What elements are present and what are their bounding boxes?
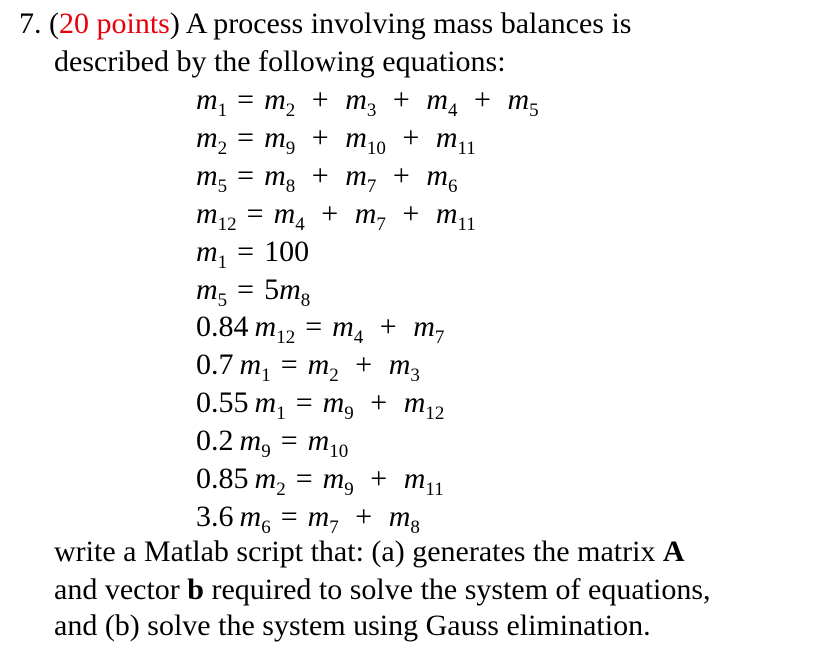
equation-lhs xyxy=(196,347,271,387)
variable-m: $m_5$ xyxy=(196,158,228,197)
variable-m: $m_5$ xyxy=(507,83,539,121)
subscript: 3 xyxy=(366,100,377,121)
equation-lhs xyxy=(196,309,295,349)
equation-rhs xyxy=(323,461,444,501)
subscript: 9 xyxy=(285,137,296,159)
equals-sign: = xyxy=(280,348,298,382)
subscript: 7 xyxy=(434,327,445,349)
number: 3.6 xyxy=(196,499,234,533)
variable-m: $m_2$ xyxy=(254,462,286,500)
points-open-paren: ( xyxy=(49,7,59,40)
variable-m: $m_9$ xyxy=(239,424,271,463)
plus-sign: + xyxy=(347,499,380,533)
vector-symbol: b xyxy=(187,573,204,606)
subscript: 1 xyxy=(261,365,271,387)
equals-sign: = xyxy=(246,196,264,230)
equation-lhs xyxy=(196,234,227,274)
variable-m: $m_9$ xyxy=(322,462,354,500)
equation-rhs xyxy=(264,234,309,270)
variable-m: $m_9$ xyxy=(264,120,296,159)
subscript: 7 xyxy=(366,175,377,197)
variable-m: $m_4$ xyxy=(273,196,305,235)
equation-lhs xyxy=(196,158,227,198)
task-line-2 xyxy=(54,572,711,608)
number: 0.55 xyxy=(196,386,249,420)
subscript: 6 xyxy=(448,175,458,197)
plus-sign: + xyxy=(385,158,418,192)
variable-m: $m_8$ xyxy=(264,158,296,197)
variable-m: $m_7$ xyxy=(345,158,377,197)
equation-lhs xyxy=(196,461,286,501)
equation-rhs xyxy=(308,499,420,539)
variable-m: $m_{11}$ xyxy=(435,120,476,159)
variable-m: $m_1$ xyxy=(239,348,271,387)
equation-row xyxy=(196,423,348,463)
equation-lhs xyxy=(196,272,227,312)
matrix-symbol: A xyxy=(662,535,685,568)
number: 0.2 xyxy=(196,424,234,458)
equation-lhs xyxy=(196,196,237,236)
variable-m: $m_7$ xyxy=(413,310,445,349)
subscript: 2 xyxy=(276,479,286,500)
subscript: 4 xyxy=(295,213,305,235)
equals-sign: = xyxy=(237,120,255,154)
subscript: 12 xyxy=(217,213,237,235)
subscript: 3 xyxy=(410,365,420,387)
points-close-paren: ) xyxy=(169,7,180,40)
variable-m: $m_{10}$ xyxy=(345,120,386,159)
subscript: 12 xyxy=(276,327,296,349)
equation-row xyxy=(196,309,444,349)
variable-m: $m_{12}$ xyxy=(403,386,445,425)
equation-rhs xyxy=(264,158,457,198)
task-text-3: and (b) solve the system using Gauss elimination. xyxy=(54,609,651,642)
variable-m: $m_{12}$ xyxy=(196,196,237,235)
equation-row xyxy=(196,234,309,274)
equation-rhs xyxy=(332,309,444,349)
equals-sign: = xyxy=(280,499,298,533)
subscript: 8 xyxy=(285,175,296,197)
plus-sign: + xyxy=(304,120,337,154)
plus-sign: + xyxy=(313,196,346,230)
equation-rhs xyxy=(264,82,539,122)
variable-m: $m_1$ xyxy=(196,83,228,121)
equation-row xyxy=(196,196,476,236)
equals-sign: = xyxy=(295,462,313,495)
intro-text-1: A process involving mass balances is xyxy=(185,7,632,40)
equals-sign: = xyxy=(237,83,255,116)
equation-rhs xyxy=(308,423,349,463)
subscript: 2 xyxy=(285,100,296,121)
subscript: 8 xyxy=(300,289,311,311)
problem-intro-line-2 xyxy=(54,44,506,80)
equation-row xyxy=(196,347,420,387)
plus-sign: + xyxy=(304,83,337,116)
subscript: 11 xyxy=(457,137,476,159)
problem-intro-line-1 xyxy=(19,6,632,42)
variable-m: $m_4$ xyxy=(332,310,364,349)
subscript: 8 xyxy=(410,516,420,538)
subscript: 2 xyxy=(217,137,228,159)
equation-row xyxy=(196,385,444,425)
equals-sign: = xyxy=(295,386,313,420)
task-text-1: write a Matlab script that: (a) generates the matrix xyxy=(54,535,656,568)
variable-m: $m_3$ xyxy=(345,83,377,121)
equation-rhs xyxy=(308,347,420,387)
plus-sign: + xyxy=(394,120,427,154)
problem-number: 7. xyxy=(19,7,42,40)
plus-sign: + xyxy=(362,386,395,420)
plus-sign: + xyxy=(304,158,337,192)
variable-m: $m_1$ xyxy=(254,386,286,425)
variable-m: $m_3$ xyxy=(388,348,420,387)
variable-m: $m_{10}$ xyxy=(307,424,349,463)
plus-sign: + xyxy=(466,83,499,116)
subscript: 1 xyxy=(217,251,228,273)
number: 0.85 xyxy=(196,462,249,495)
variable-m: $m_2$ xyxy=(307,348,339,387)
plus-sign: + xyxy=(347,348,380,382)
subscript: 11 xyxy=(425,479,444,500)
equation-row xyxy=(196,272,310,312)
number: 0.84 xyxy=(196,310,249,344)
variable-m: $m_{11}$ xyxy=(435,196,476,235)
variable-m: $m_8$ xyxy=(388,499,420,538)
equation-row xyxy=(196,499,420,539)
variable-m: $m_2$ xyxy=(264,83,296,121)
equation-lhs xyxy=(196,120,227,160)
subscript: 7 xyxy=(376,213,386,235)
subscript: 5 xyxy=(529,100,539,121)
variable-m: $m_6$ xyxy=(426,158,458,197)
subscript: 10 xyxy=(329,441,349,463)
subscript: 4 xyxy=(448,100,458,121)
variable-m: $m_8$ xyxy=(279,272,311,311)
number: 100 xyxy=(264,234,310,268)
subscript: 5 xyxy=(217,289,228,311)
equation-row xyxy=(196,120,476,160)
subscript: 2 xyxy=(329,365,339,387)
task-text-2b: required to solve the system of equations, xyxy=(211,573,711,606)
variable-m: $m_2$ xyxy=(196,120,228,159)
task-text-2a: and vector xyxy=(54,573,180,606)
plus-sign: + xyxy=(362,462,395,495)
equation-lhs xyxy=(196,499,271,539)
equation-lhs xyxy=(196,385,286,425)
subscript: 10 xyxy=(366,137,386,159)
equation-lhs xyxy=(196,82,227,122)
task-line-3 xyxy=(54,608,651,644)
equals-sign: = xyxy=(237,158,255,192)
equation-row xyxy=(196,82,539,122)
subscript: 6 xyxy=(261,516,271,538)
equation-row xyxy=(196,158,458,198)
number: 5 xyxy=(264,272,280,306)
equals-sign: = xyxy=(237,234,255,268)
equals-sign: = xyxy=(305,310,323,344)
equation-rhs xyxy=(264,272,310,312)
plus-sign: + xyxy=(394,196,427,230)
equation-rhs xyxy=(264,120,476,160)
variable-m: $m_{12}$ xyxy=(254,310,296,349)
subscript: 9 xyxy=(261,441,271,463)
variable-m: $m_{11}$ xyxy=(403,462,444,500)
variable-m: $m_7$ xyxy=(307,499,339,538)
subscript: 1 xyxy=(217,100,228,121)
equals-sign: = xyxy=(280,424,298,458)
subscript: 9 xyxy=(344,479,354,500)
variable-m: $m_6$ xyxy=(239,499,271,538)
number: 0.7 xyxy=(196,348,234,382)
subscript: 5 xyxy=(217,175,228,197)
equation-rhs xyxy=(323,385,445,425)
subscript: 4 xyxy=(353,327,364,349)
equation-lhs xyxy=(196,423,271,463)
variable-m: $m_4$ xyxy=(426,83,458,121)
variable-m: $m_5$ xyxy=(196,272,228,311)
points-label: 20 points xyxy=(59,7,170,40)
variable-m: $m_7$ xyxy=(354,196,386,235)
subscript: 9 xyxy=(344,403,354,425)
intro-text-2: described by the following equations: xyxy=(54,45,506,78)
equation-rhs xyxy=(274,196,476,236)
subscript: 7 xyxy=(329,516,339,538)
subscript: 1 xyxy=(276,403,286,425)
variable-m: $m_9$ xyxy=(322,386,354,425)
variable-m: $m_1$ xyxy=(196,234,228,273)
equals-sign: = xyxy=(237,272,255,306)
equation-row xyxy=(196,461,444,501)
subscript: 12 xyxy=(425,403,445,425)
plus-sign: + xyxy=(372,310,405,344)
plus-sign: + xyxy=(385,83,418,116)
task-line-1 xyxy=(54,534,685,570)
subscript: 11 xyxy=(457,213,476,235)
